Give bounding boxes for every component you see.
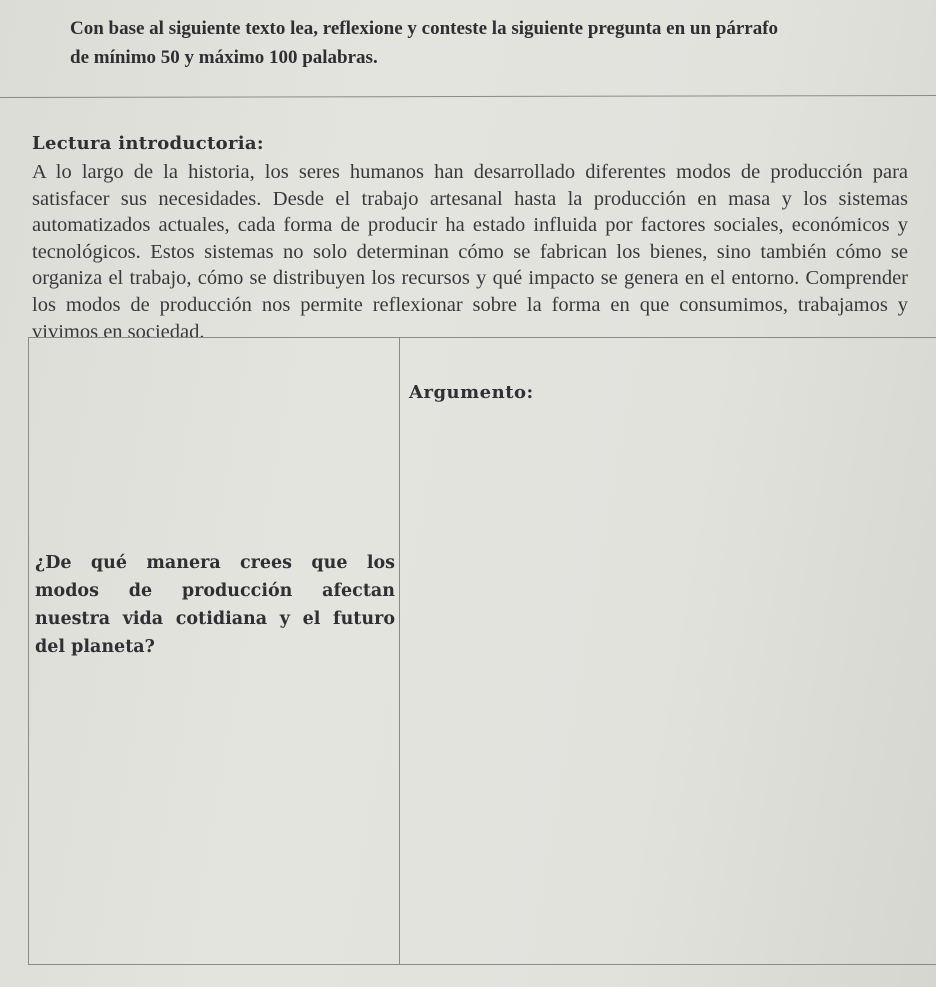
argument-label: Argumento: <box>409 382 534 403</box>
column-divider <box>399 337 400 965</box>
section-divider <box>28 337 936 338</box>
reading-title: Lectura introductoria: <box>32 133 264 154</box>
argument-answer-area[interactable] <box>402 410 932 960</box>
instruction-line-2: de mínimo 50 y máximo 100 palabras. <box>70 47 378 68</box>
reading-body: A lo largo de la historia, los seres humanos han desarrollado diferentes modos de producción para satisfacer sus necesidades. Desde el trabajo artesanal hasta la producción en masa y los sistemas automatizados actuales, cada forma de producir ha estado influida por factores sociales, económicos y tecnológicos. Estos sistemas no solo determinan cómo se fabrican los bienes, sino también cómo se organiza el trabajo, cómo se distribuyen los recursos y qué impacto se genera en el entorno. Comprender los modos de producción nos permite reflexionar sobre la forma en que consumimos, trabajamos y vivimos en sociedad. <box>32 161 908 343</box>
reading-section <box>32 131 908 345</box>
instruction-line-1: Con base al siguiente texto lea, reflexione y conteste la siguiente pregunta en un párrafo <box>70 18 779 39</box>
table-left-border <box>28 337 29 965</box>
table-top-border <box>0 95 936 98</box>
table-bottom-border <box>28 964 936 965</box>
instruction <box>70 14 870 72</box>
question-text: ¿De qué manera crees que los modos de producción afectan nuestra vida cotidiana y el futuro del planeta? <box>35 553 395 657</box>
